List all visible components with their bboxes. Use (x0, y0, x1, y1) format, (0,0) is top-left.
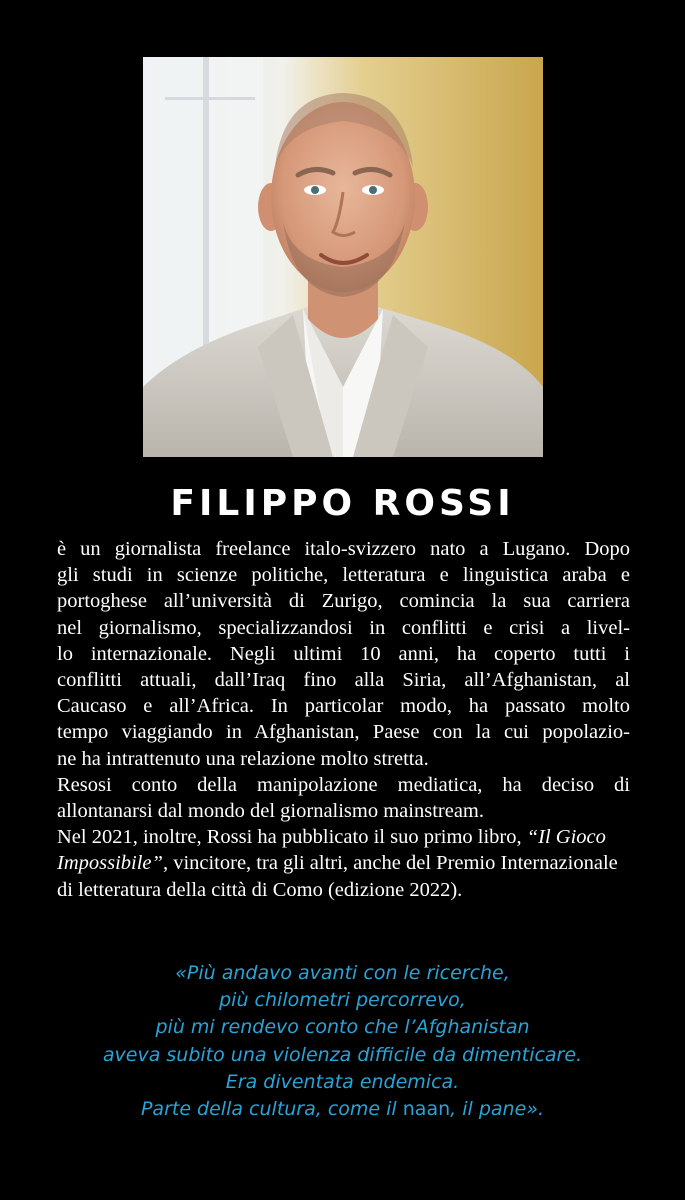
bio-line: tempo viaggiando in Afghanistan, Paese con la cui popolazio- (57, 721, 630, 744)
bio-line (57, 824, 630, 850)
author-name: FILIPPO ROSSI (170, 483, 515, 524)
quote-text: , il pane». (450, 1098, 545, 1121)
bio-line: Resosi conto della manipolazione mediatica, ha deciso di (57, 773, 630, 796)
quote-line: aveva subito una violenza difficile da dimenticare. (102, 1043, 583, 1066)
bio-line: è un giornalista freelance italo-svizzero nato a Lugano. Dopo (57, 538, 630, 560)
book-title-part1: “Il Gioco (526, 826, 606, 849)
bio-text: , vincitore, tra gli altri, anche del Premio Internazionale (162, 852, 618, 875)
author-quote (0, 960, 685, 1123)
bio-line: lo internazionale. Negli ultimi 10 anni, ha coperto tutti i (57, 642, 630, 665)
book-title-part2: Impossibile” (57, 852, 163, 875)
bio-line: allontanarsi dal mondo del giornalismo mainstream. (57, 800, 484, 823)
quote-text: Parte della cultura, come il (140, 1098, 397, 1121)
bio-line: portoghese all’università di Zurigo, comincia la sua carriera (57, 590, 630, 613)
quote-line: più chilometri percorrevo, (219, 989, 466, 1012)
bio-line: di letteratura della città di Como (edizione 2022). (57, 878, 463, 901)
bio-text: Nel 2021, inoltre, Rossi ha pubblicato il suo primo libro, (57, 826, 522, 849)
quote-line: più mi rendevo conto che l’Afghanistan (155, 1016, 530, 1039)
quote-line: «Più andavo avanti con le ricerche, (175, 962, 510, 984)
quote-line (0, 1096, 685, 1123)
author-photo (143, 57, 543, 457)
quote-word-naan: naan (402, 1098, 451, 1121)
quote-line: Era diventata endemica. (225, 1070, 460, 1093)
bio-line: conflitti attuali, dall’Iraq fino alla Siria, all’Afghanistan, al (57, 669, 630, 692)
bio-line: gli studi in scienze politiche, letteratura e linguistica araba e (57, 564, 630, 587)
bio-line (57, 850, 630, 876)
author-bio (57, 536, 630, 903)
bio-line: ne ha intrattenuto una relazione molto stretta. (57, 747, 429, 770)
bio-line: nel giornalismo, specializzandosi in conflitti e crisi a livel- (57, 616, 630, 639)
bio-line: Caucaso e all’Africa. In particolar modo, ha passato molto (57, 695, 630, 718)
